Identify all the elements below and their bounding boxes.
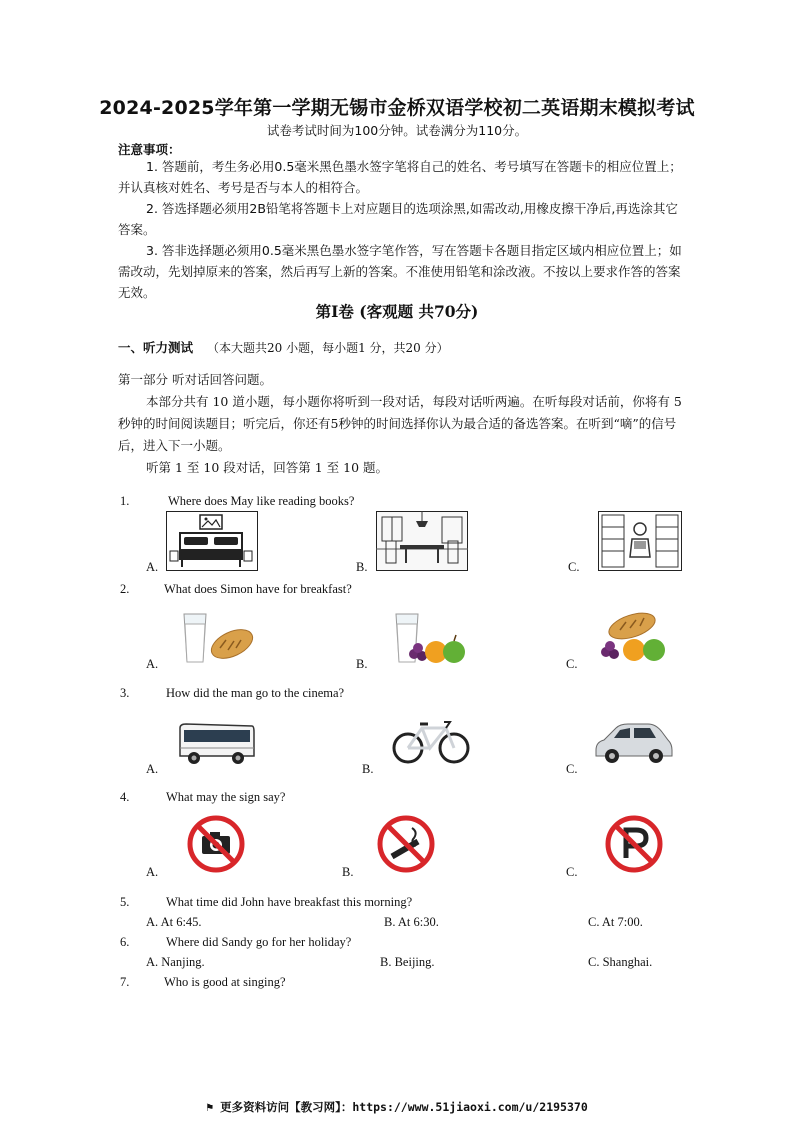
question-number: 3.: [120, 686, 130, 700]
option-label: A. At 6:45.: [146, 915, 202, 929]
listen-line: 听第 1 至 10 段对话，回答第 1 至 10 题。: [146, 460, 389, 475]
flag-icon: ⚑: [206, 1100, 221, 1114]
option-label: A. Nanjing.: [146, 955, 205, 969]
option-label: C.: [566, 865, 578, 879]
option-label: C.: [566, 762, 578, 776]
section-title: 第Ⅰ卷 (客观题 共70分): [315, 302, 479, 321]
car-picture: [592, 720, 674, 766]
part-note: （本大题共20 小题，每小题1 分，共20 分）: [207, 341, 449, 355]
question-text: Where does May like reading books?: [168, 494, 355, 508]
milk-and-fruit-picture: [392, 610, 470, 666]
part-heading-row: [118, 338, 449, 356]
question-number: 4.: [120, 790, 130, 804]
exam-title: 2024-2025学年第一学期无锡市金桥双语学校初二英语期末模拟考试: [99, 97, 695, 119]
notice-item-3: 3. 答非选择题必须用0.5毫米黑色墨水签字笔作答，写在答题卡各题目指定区域内相应位置上；如需改动，先划掉原来的答案，然后再写上新的答案。不准使用铅笔和涂改液。不按以上要求作答的答案无效。: [118, 243, 682, 300]
question-number: 7.: [120, 975, 130, 989]
option-label: A.: [146, 762, 159, 776]
option-label: B.: [356, 560, 368, 574]
option-label: C. At 7:00.: [588, 915, 643, 929]
part-heading: 一、听力测试: [118, 340, 194, 355]
sub-heading: 第一部分 听对话回答问题。: [118, 372, 272, 387]
option-label: B.: [362, 762, 374, 776]
no-photography-sign-icon: [186, 814, 246, 874]
option-label: B.: [356, 657, 368, 671]
bicycle-picture: [392, 714, 470, 766]
notice-heading: 注意事项：: [118, 142, 181, 157]
library-picture: [598, 511, 682, 571]
footer-link[interactable]: [0, 1099, 794, 1115]
question-number: 6.: [120, 935, 130, 949]
question-number: 2.: [120, 582, 130, 596]
option-label: B. Beijing.: [380, 955, 435, 969]
no-smoking-sign-icon: [376, 814, 436, 874]
no-parking-sign-icon: [604, 814, 664, 874]
option-label: C. Shanghai.: [588, 955, 653, 969]
bedroom-picture: [166, 511, 258, 571]
option-label: A.: [146, 657, 159, 671]
notice-item-1: 1. 答题前，考生务必用0.5毫米黑色墨水签字笔将自己的姓名、考号填写在答题卡的相应位置上；并认真核对姓名、考号是否与本人的相符合。: [118, 159, 682, 195]
option-label: C.: [566, 657, 578, 671]
footer-text: 更多资料访问【教习网】：https://www.51jiaoxi.com/u/2195370: [220, 1100, 588, 1114]
milk-and-bread-picture: [180, 610, 256, 664]
exam-subtitle: 试卷考试时间为100分钟。试卷满分为110分。: [266, 123, 528, 138]
option-label: B. At 6:30.: [384, 915, 439, 929]
question-text: What may the sign say?: [166, 790, 286, 804]
question-text: What does Simon have for breakfast?: [164, 582, 352, 596]
question-text: How did the man go to the cinema?: [166, 686, 345, 700]
bus-picture: [176, 722, 256, 766]
notice-item-2: 2. 答选择题必须用2B铅笔将答题卡上对应题目的选项涂黑,如需改动,用橡皮擦干净后,再选涂其它答案。: [118, 201, 678, 237]
bread-and-fruit-picture: [596, 606, 672, 664]
question-number: 5.: [120, 895, 130, 909]
option-label: A.: [146, 560, 159, 574]
question-text: Where did Sandy go for her holiday?: [166, 935, 352, 949]
option-label: C.: [568, 560, 580, 574]
dining-room-picture: [376, 511, 468, 571]
option-label: A.: [146, 865, 159, 879]
option-label: B.: [342, 865, 354, 879]
question-text: Who is good at singing?: [164, 975, 286, 989]
instructions: 本部分共有 10 道小题，每小题你将听到一段对话，每段对话听两遍。在听每段对话前，你将有 5 秒钟的时间阅读题目；听完后，你还有5秒钟的时间选择你认为最合适的备选答案。在听到“嘀”的信号后，进入下一小题。: [118, 394, 682, 453]
question-number: 1.: [120, 494, 130, 508]
question-text: What time did John have breakfast this morning?: [166, 895, 413, 909]
